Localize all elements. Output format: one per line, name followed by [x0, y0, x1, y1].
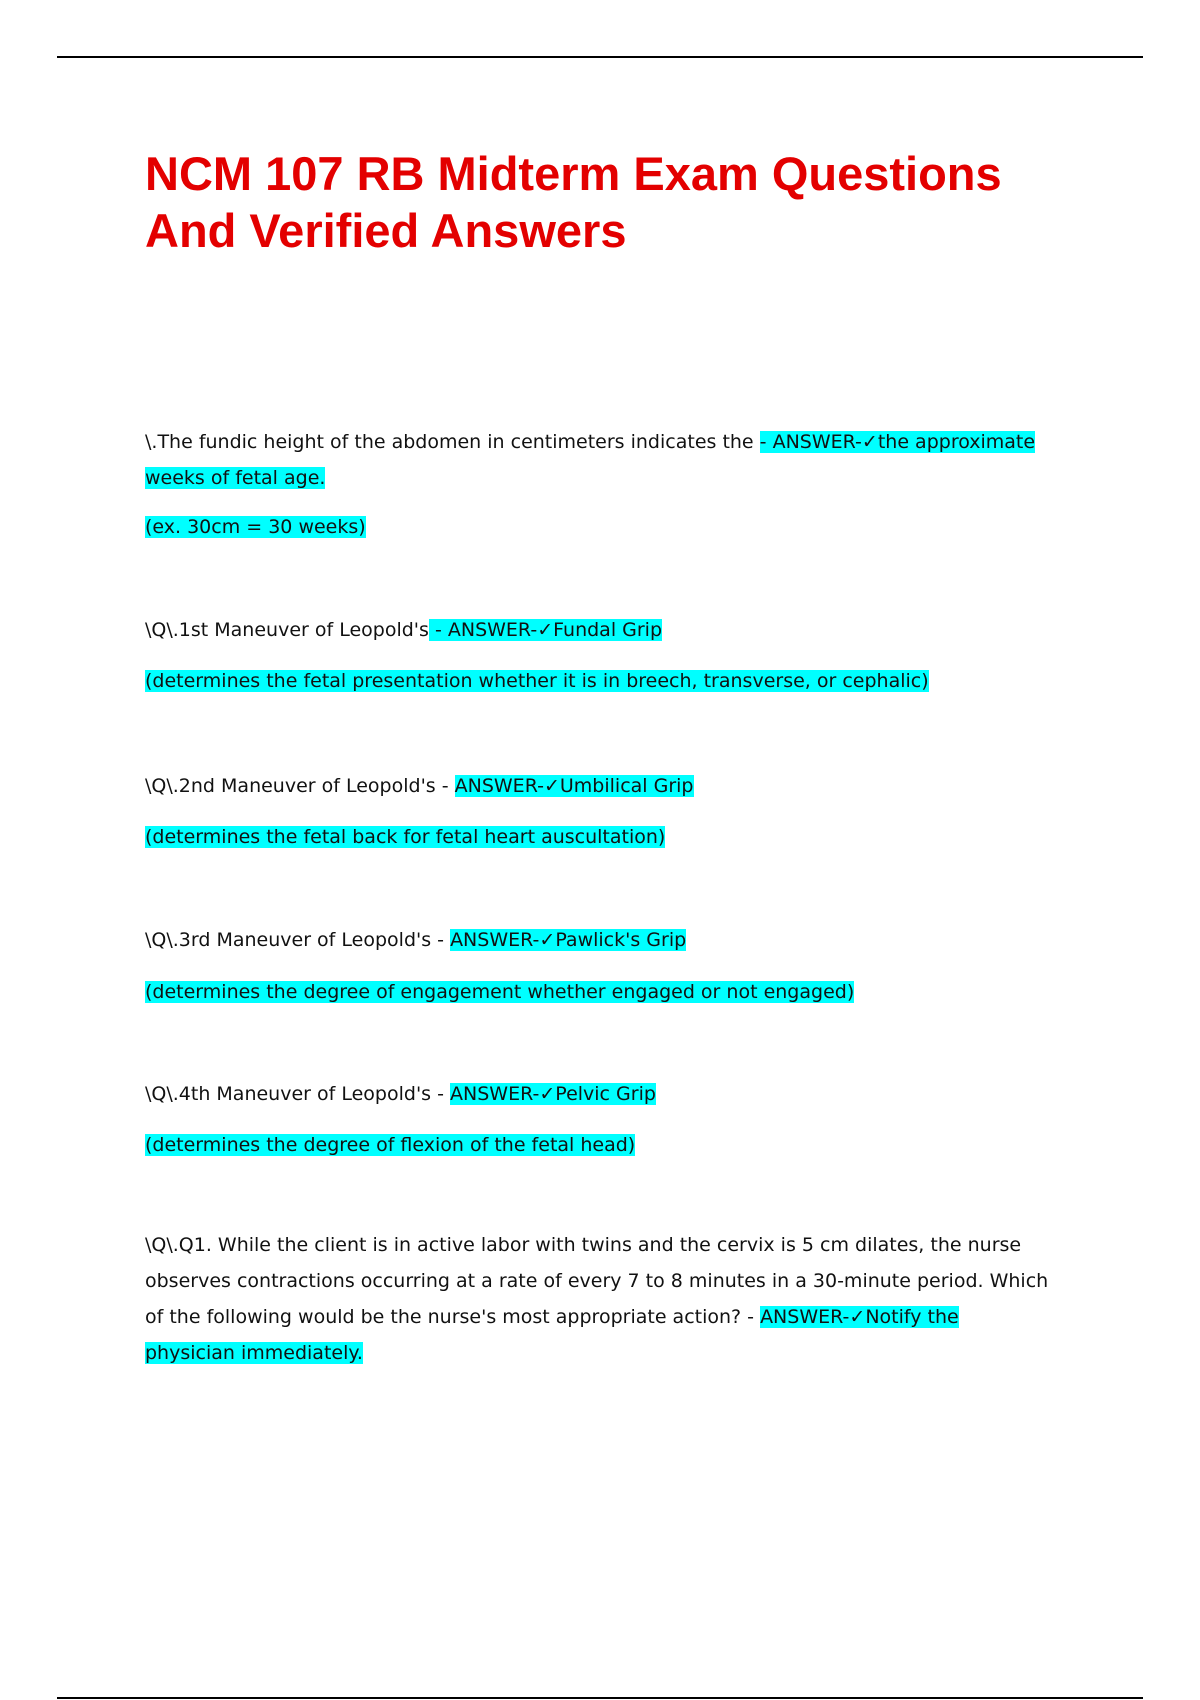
qa-item — [145, 922, 1085, 958]
top-divider — [57, 56, 1143, 58]
qa-item — [145, 1076, 1085, 1112]
question-line — [145, 922, 1085, 958]
question-line — [145, 1227, 1085, 1263]
question-text: \Q\.2nd Maneuver of Leopold's - — [145, 775, 455, 797]
answer-text: ANSWER-✓Pelvic Grip — [450, 1083, 656, 1105]
title-line-2: And Verified Answers — [145, 204, 627, 257]
question-text: \Q\.3rd Maneuver of Leopold's - — [145, 929, 451, 951]
question-text: \Q\.Q1. While the client is in active labor with twins and the cervix is 5 cm dilates, the nurse — [145, 1234, 1022, 1256]
answer-note-text: (ex. 30cm = 30 weeks) — [145, 516, 366, 538]
answer-text: ANSWER-✓Pawlick's Grip — [450, 929, 687, 951]
question-text: \.The fundic height of the abdomen in centimeters indicates the — [145, 431, 760, 453]
answer-note — [145, 663, 929, 699]
answer-note — [145, 509, 366, 545]
bottom-divider — [57, 1697, 1143, 1699]
question-text: \Q\.4th Maneuver of Leopold's - — [145, 1083, 451, 1105]
answer-note-text: (determines the degree of flexion of the fetal head) — [145, 1134, 636, 1156]
question-line — [145, 768, 1085, 804]
answer-text-continued: weeks of fetal age. — [145, 467, 326, 489]
question-line — [145, 1299, 1085, 1335]
answer-text-continued: physician immediately. — [145, 1342, 363, 1364]
qa-item — [145, 424, 1085, 496]
question-line — [145, 612, 1085, 648]
qa-item — [145, 768, 1085, 804]
question-text: of the following would be the nurse's most appropriate action? - — [145, 1306, 761, 1328]
answer-note — [145, 1127, 635, 1163]
answer-note — [145, 819, 665, 855]
answer-note-text: (determines the fetal back for fetal heart auscultation) — [145, 826, 666, 848]
question-text: observes contractions occurring at a rate of every 7 to 8 minutes in a 30-minute period. Which — [145, 1270, 1049, 1292]
answer-note — [145, 974, 854, 1010]
answer-note-text: (determines the fetal presentation whether it is in breech, transverse, or cephalic) — [145, 670, 929, 692]
question-line — [145, 1076, 1085, 1112]
qa-item — [145, 612, 1085, 648]
answer-line — [145, 460, 1085, 496]
question-text: \Q\.1st Maneuver of Leopold's — [145, 619, 429, 641]
answer-line — [145, 1335, 1085, 1371]
question-line — [145, 424, 1085, 460]
answer-text: ANSWER-✓Umbilical Grip — [454, 775, 694, 797]
title-line-1: NCM 107 RB Midterm Exam Questions — [145, 147, 1002, 200]
answer-note-text: (determines the degree of engagement whether engaged or not engaged) — [145, 981, 855, 1003]
qa-item — [145, 1227, 1085, 1371]
question-line — [145, 1263, 1085, 1299]
answer-text: - ANSWER-✓the approximate — [759, 431, 1036, 453]
answer-text: - ANSWER-✓Fundal Grip — [428, 619, 663, 641]
answer-text: ANSWER-✓Notify the — [760, 1306, 959, 1328]
document-title — [145, 145, 1085, 259]
